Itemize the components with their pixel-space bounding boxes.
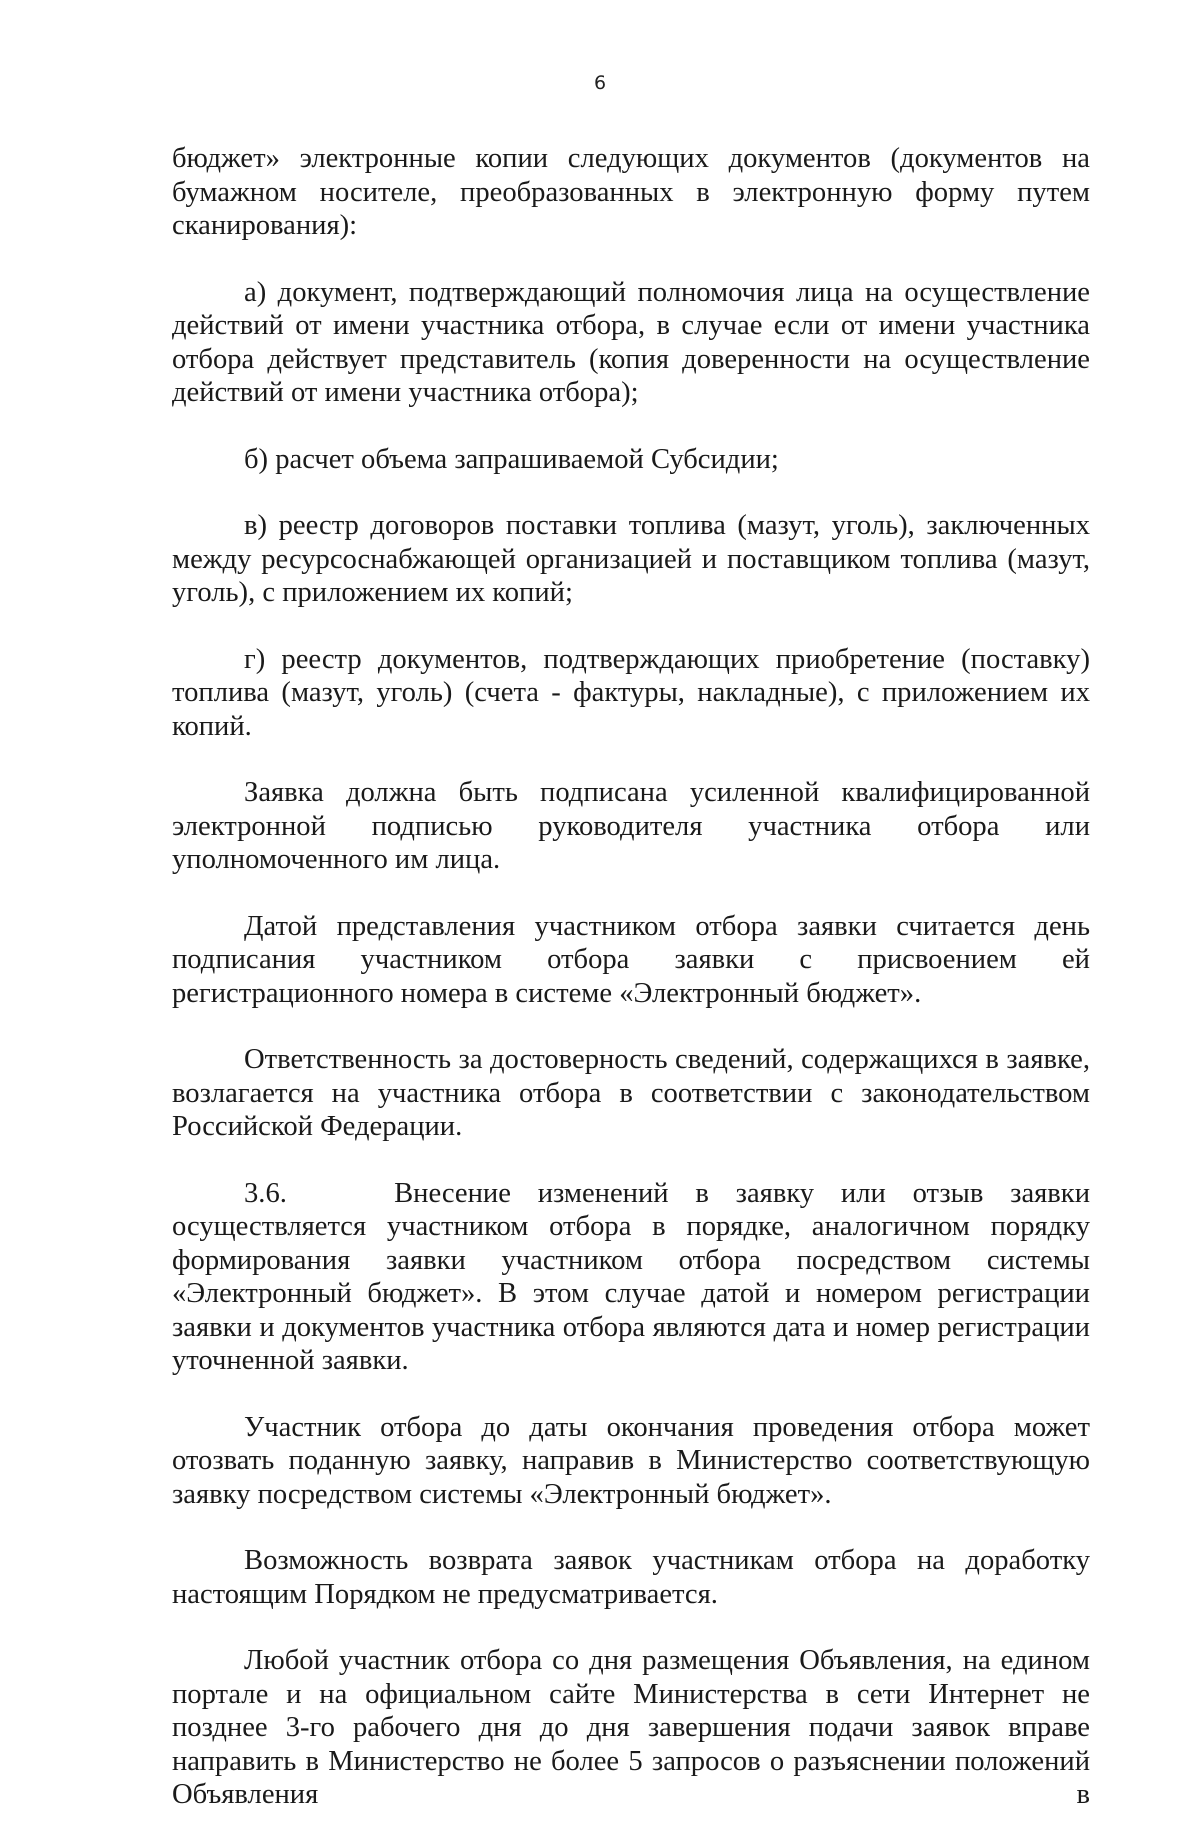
paragraph-signature: Заявка должна быть подписана усиленной квалифицированной электронной подписью руководителя участника отбора или уполномоченного им лица. <box>172 777 1090 875</box>
paragraph-section-3-6: 3.6. Внесение изменений в заявку или отзыв заявки осуществляется участником отбора в порядке, аналогичном порядку формирования заявки участником отбора посредством системы «Электронный бюджет». В этом случае датой и номером регистрации заявки и документов участника отбора являются дата и номер регистрации уточненной заявки. <box>172 1177 1090 1376</box>
document-body <box>172 142 1090 1845</box>
paragraph-item-b: б) расчет объема запрашиваемой Субсидии; <box>244 443 779 475</box>
paragraph-item-v: в) реестр договоров поставки топлива (мазут, уголь), заключенных между ресурсоснабжающей организацией и поставщиком топлива (мазут, уголь), с приложением их копий; <box>172 510 1090 608</box>
page-number: 6 <box>593 72 607 94</box>
paragraph-item-a: а) документ, подтверждающий полномочия лица на осуществление действий от имени участника отбора, в случае если от имени участника отбора действует представитель (копия доверенности на осуществление действий от имени участника отбора); <box>172 276 1090 408</box>
paragraph-clarification-requests: Любой участник отбора со дня размещения Объявления, на едином портале и на официальном сайте Министерства в сети Интернет не позднее 3-го рабочего дня до дня завершения подачи заявок вправе направить в Министерство не более 5 запросов о разъяснении положений Объявления в <box>172 1645 1090 1810</box>
paragraph-no-return: Возможность возврата заявок участникам отбора на доработку настоящим Порядком не предусматривается. <box>172 1545 1090 1610</box>
paragraph-documents-intro: бюджет» электронные копии следующих документов (документов на бумажном носителе, преобразованных в электронную форму путем сканирования): <box>172 143 1090 241</box>
paragraph-item-g: г) реестр документов, подтверждающих приобретение (поставку) топлива (мазут, уголь) (счета - фактуры, накладные), с приложением их копий. <box>172 643 1090 742</box>
paragraph-responsibility: Ответственность за достоверность сведений, содержащихся в заявке, возлагается на участника отбора в соответствии с законодательством Российской Федерации. <box>172 1044 1090 1142</box>
paragraph-withdrawal: Участник отбора до даты окончания проведения отбора может отозвать поданную заявку, направив в Министерство соответствующую заявку посредством системы «Электронный бюджет». <box>172 1411 1090 1510</box>
paragraph-submission-date: Датой представления участником отбора заявки считается день подписания участником отбора заявки с присвоением ей регистрационного номера в системе «Электронный бюджет». <box>172 910 1090 1009</box>
